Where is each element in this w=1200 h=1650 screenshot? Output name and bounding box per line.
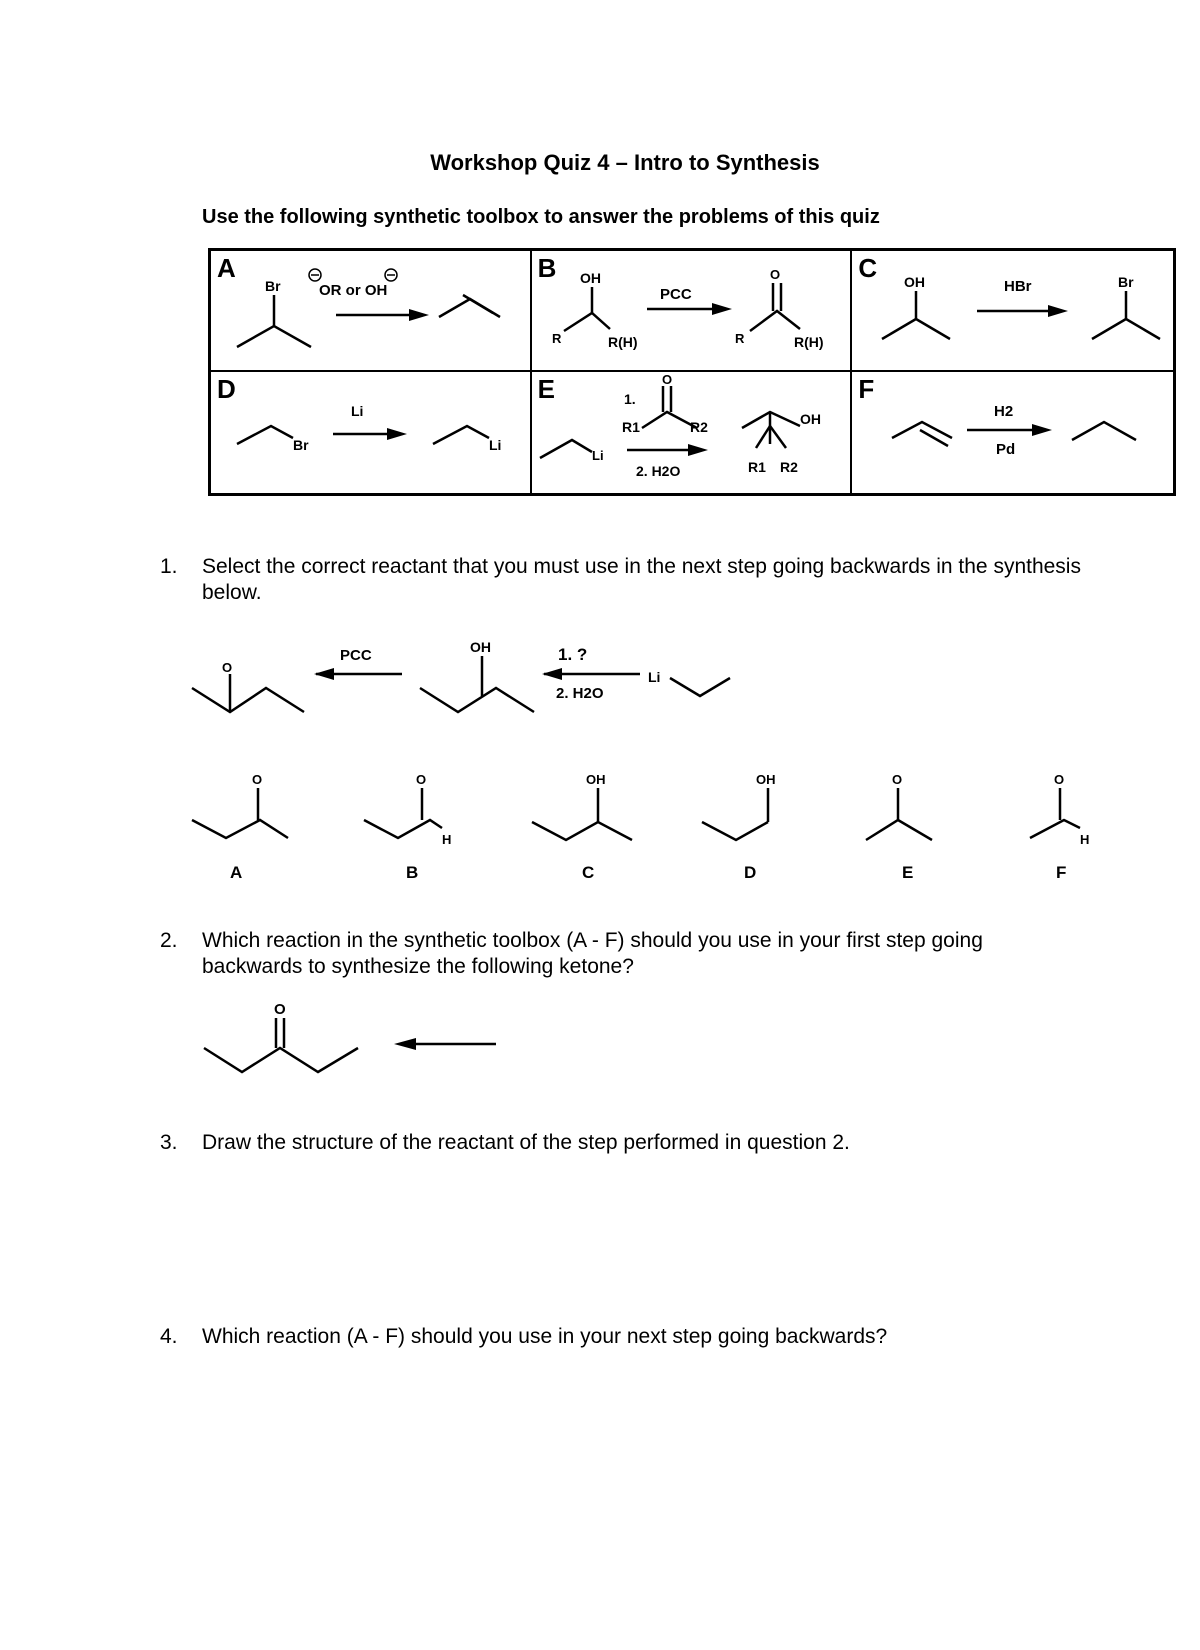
atom-label-br: Br: [265, 278, 281, 294]
toolbox-cell-c: [852, 251, 1173, 372]
atom-label-o: O: [1054, 772, 1065, 787]
q1-synthesis-scheme: [180, 630, 740, 730]
atom-label-r: R: [551, 331, 562, 346]
choice-letter-f: F: [1056, 863, 1067, 882]
q1-answer-choices: [180, 760, 1100, 890]
atom-label-oh: OH: [756, 772, 776, 787]
toolbox-cell-f: [852, 372, 1173, 493]
question-text: Which reaction (A - F) should you use in your next step going backwards?: [202, 1325, 888, 1348]
reaction-f-diagram: [852, 372, 1172, 494]
reaction-a-diagram: [211, 251, 531, 373]
atom-label-h: H: [1080, 832, 1090, 847]
cell-letter: C: [858, 253, 878, 283]
question-number: 4.: [160, 1325, 178, 1348]
reagent-label: PCC: [340, 647, 372, 664]
atom-label-o: O: [769, 267, 780, 282]
atom-label-r2: R2: [689, 419, 708, 435]
question-number: 2.: [160, 929, 178, 952]
atom-label-o: O: [661, 372, 672, 387]
cell-letter: B: [537, 253, 557, 283]
question-text: Select the correct reactant that you must use in the next step going backwards in the synthesis below.: [202, 555, 1081, 604]
reaction-d-diagram: [211, 372, 531, 494]
atom-label-o: O: [892, 772, 903, 787]
atom-label-oh: OH: [470, 639, 491, 655]
reagent-bottom-label: Pd: [996, 441, 1016, 458]
atom-label-oh: OH: [904, 274, 926, 290]
atom-label-li: Li: [648, 669, 661, 685]
reagent-step2-label: 2. H2O: [635, 463, 681, 479]
cell-letter: E: [537, 374, 555, 404]
atom-label-o: O: [274, 1001, 286, 1018]
atom-label-o: O: [222, 660, 233, 675]
page-subtitle: Use the following synthetic toolbox to answer the problems of this quiz: [202, 206, 880, 228]
reagent-label: HBr: [1004, 278, 1032, 295]
reagent-label: PCC: [659, 286, 692, 303]
question-text: Draw the structure of the reactant of the step performed in question 2.: [202, 1131, 850, 1154]
cell-letter: F: [858, 374, 875, 404]
reagent-top-label: H2: [994, 403, 1014, 420]
choice-letter-c: C: [582, 863, 595, 882]
choice-letter-a: A: [230, 863, 243, 882]
cell-letter: D: [217, 374, 236, 404]
atom-label-r1: R1: [747, 459, 766, 475]
toolbox-cell-b: [532, 251, 853, 372]
reaction-e-diagram: [532, 372, 852, 494]
reaction-c-diagram: [852, 251, 1172, 373]
q2-ketone-diagram: [196, 1000, 516, 1090]
question-number: 3.: [160, 1131, 178, 1154]
toolbox-cell-e: [532, 372, 853, 493]
atom-label-oh: OH: [586, 772, 606, 787]
atom-label-rh: R(H): [793, 334, 824, 350]
atom-label-br: Br: [1118, 274, 1134, 290]
choice-letter-b: B: [406, 863, 419, 882]
atom-label-h: H: [442, 832, 452, 847]
atom-label-oh: OH: [579, 270, 601, 286]
reagent-label: Li: [351, 403, 364, 419]
reagent-step1-label: 1.: [623, 391, 636, 407]
atom-label-li: Li: [489, 437, 502, 453]
atom-label-li: Li: [591, 448, 604, 463]
toolbox-cell-d: [211, 372, 532, 493]
reagent-step1-label: 1. ?: [558, 645, 588, 664]
atom-label-oh: OH: [799, 411, 821, 427]
reaction-b-diagram: [532, 251, 852, 373]
reagent-step2-label: 2. H2O: [556, 685, 604, 702]
question-number: 1.: [160, 555, 178, 578]
atom-label-o: O: [416, 772, 427, 787]
reagent-label: OR or OH: [319, 282, 388, 299]
choice-letter-d: D: [744, 863, 757, 882]
atom-label-r: R: [734, 331, 745, 346]
toolbox-cell-a: [211, 251, 532, 372]
atom-label-rh: R(H): [607, 334, 638, 350]
choice-letter-e: E: [902, 863, 914, 882]
atom-label-r1: R1: [621, 419, 640, 435]
atom-label-br: Br: [293, 437, 309, 453]
synthetic-toolbox: [208, 248, 1176, 496]
question-text: Which reaction in the synthetic toolbox (A - F) should you use in your first step going backwards to synthesize the following ketone?: [202, 929, 983, 978]
cell-letter: A: [217, 253, 236, 283]
page-title: Workshop Quiz 4 – Intro to Synthesis: [430, 150, 820, 175]
atom-label-r2: R2: [779, 459, 798, 475]
atom-label-o: O: [252, 772, 263, 787]
